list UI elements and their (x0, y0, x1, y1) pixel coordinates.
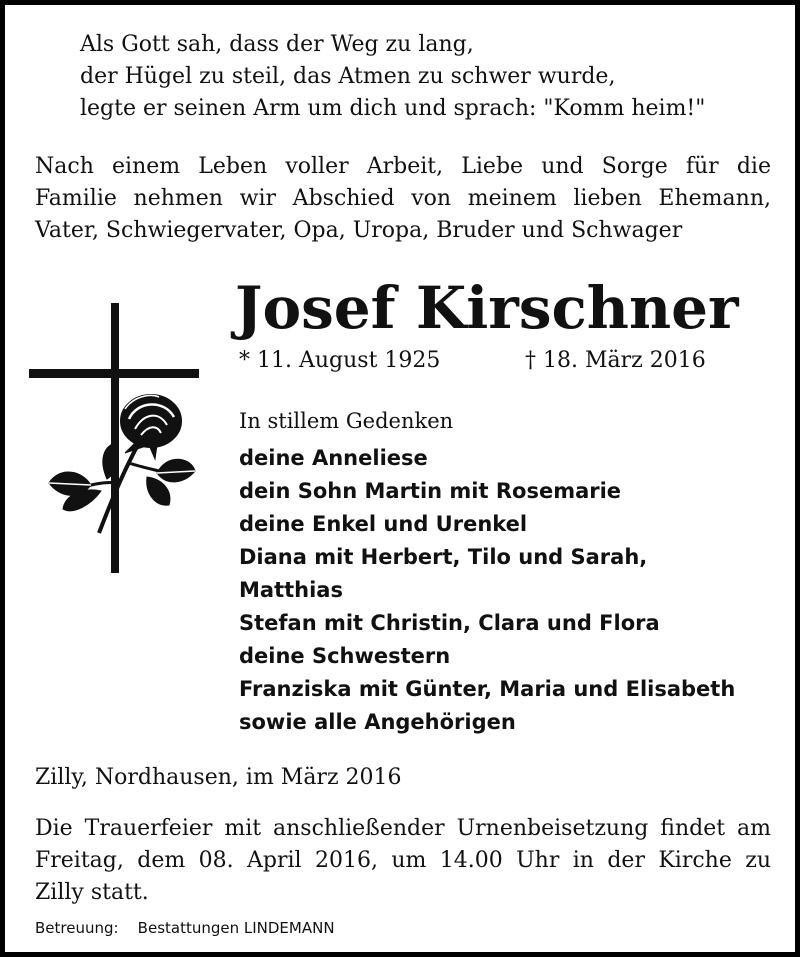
poem (80, 29, 705, 125)
intro-line: Nach einem Leben voller Arbeit, Liebe und Sorge für die (35, 154, 771, 179)
cross-with-rose-illustration (29, 301, 199, 576)
service-info (35, 813, 771, 909)
intro-text (35, 151, 771, 247)
care-provider: Bestattungen LINDEMANN (137, 919, 335, 937)
mourner-line: Stefan mit Christin, Clara und Flora (239, 611, 660, 635)
mourner-line: deine Enkel und Urenkel (239, 512, 528, 536)
mourner-line: dein Sohn Martin mit Rosemarie (239, 479, 622, 503)
intro-line: Vater, Schwiegervater, Opa, Uropa, Bruder und Schwager (35, 218, 683, 243)
death-date: † 18. März 2016 (525, 348, 706, 373)
service-line: Die Trauerfeier mit anschließender Urnenbeisetzung findet am (35, 816, 771, 841)
mourners-heading: In stillem Gedenken (239, 409, 454, 433)
deceased-name: Josef Kirschner (235, 274, 739, 342)
poem-line: der Hügel zu steil, das Atmen zu schwer wurde, (80, 64, 616, 89)
birth-date: * 11. August 1925 (239, 348, 441, 373)
funeral-care (35, 917, 335, 939)
intro-line: Familie nehmen wir Abschied von meinem lieben Ehemann, (35, 186, 771, 211)
mourner-line: deine Schwestern (239, 644, 451, 668)
rose-icon (49, 395, 195, 533)
poem-line: legte er seinen Arm um dich und sprach: "Komm heim!" (80, 96, 706, 121)
mourners-list (239, 442, 735, 739)
service-line: Zilly statt. (35, 880, 149, 905)
mourner-line: Matthias (239, 578, 343, 602)
mourner-line: sowie alle Angehörigen (239, 710, 516, 734)
service-line: Freitag, dem 08. April 2016, um 14.00 Uhr in der Kirche zu (35, 848, 771, 873)
poem-line: Als Gott sah, dass der Weg zu lang, (80, 32, 474, 57)
mourner-line: Franziska mit Günter, Maria und Elisabeth (239, 677, 736, 701)
place-date: Zilly, Nordhausen, im März 2016 (35, 765, 402, 790)
care-label: Betreuung: (35, 919, 119, 937)
mourner-line: Diana mit Herbert, Tilo und Sarah, (239, 545, 648, 569)
mourner-line: deine Anneliese (239, 446, 428, 470)
